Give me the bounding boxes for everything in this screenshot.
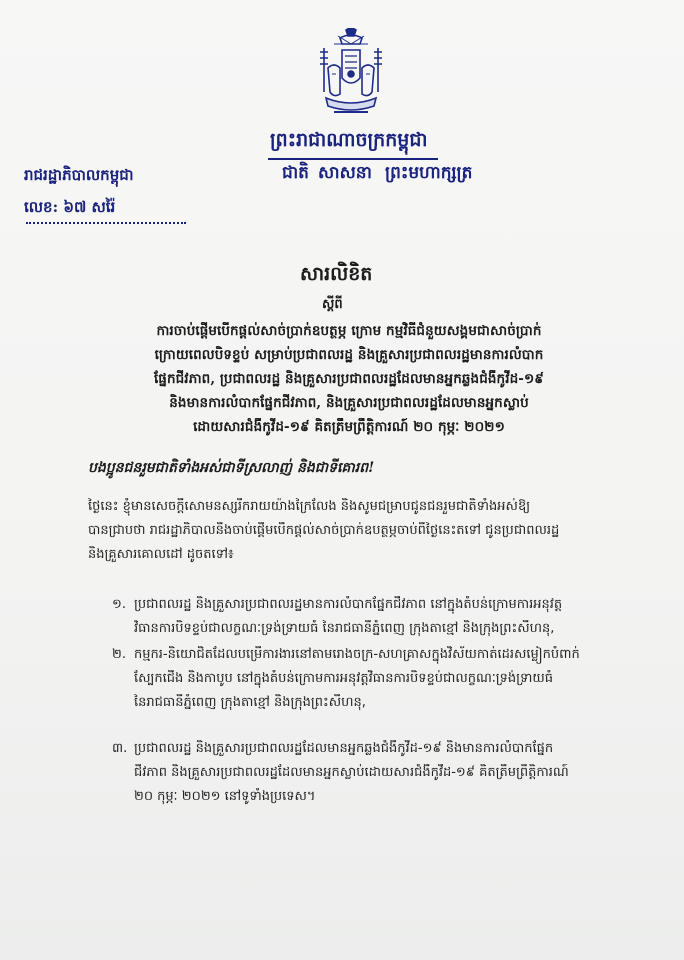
motto-nation: ជាតិ: [282, 163, 309, 183]
list-item-line: ២០ កុម្ភៈ ២០២១ នៅទូទាំងប្រទេស។: [134, 789, 316, 804]
royal-arms-emblem-icon: [318, 28, 384, 120]
reference-number: លេខ: ៦៧ សរ៉ៃ: [24, 198, 116, 216]
kingdom-title: ព្រះរាជាណាចក្រកម្ពុជា: [270, 129, 428, 151]
list-item-line: ស្បែកជើង និងកាបូប នៅក្នុងតំបន់ក្រោមការអនុវត្តវិធានការបិទខ្ទប់ជាលក្ខណៈទ្រង់ទ្រាយធំ: [134, 671, 554, 686]
motto-king: ព្រះមហាក្សត្រ: [385, 163, 473, 183]
list-item-number: ៣.: [112, 741, 128, 756]
subject-line: ការចាប់ផ្តើមបើកផ្តល់សាច់ប្រាក់ឧបត្ថម្ភ ក្រោម កម្មវិធីជំនួយសង្គមជាសាច់ប្រាក់: [156, 323, 542, 339]
government-name: រាជរដ្ឋាភិបាលកម្ពុជា: [24, 166, 134, 184]
subject-on-label: ស្តីពី: [322, 297, 343, 312]
list-item-line: ប្រជាពលរដ្ឋ និងគ្រួសារប្រជាពលរដ្ឋដែលមានអ្នកឆ្លងជំងឺកូវីដ-១៩ និងមានការលំបាកផ្នែក: [134, 741, 554, 756]
list-item-number: ២.: [112, 647, 126, 662]
list-item-number: ១.: [112, 597, 126, 612]
list-item-line: នៃរាជធានីភ្នំពេញ ក្រុងតាខ្មៅ និងក្រុងព្រះសីហនុ,: [134, 695, 366, 710]
motto-religion: សាសនា: [318, 163, 372, 183]
reference-underline: [26, 222, 186, 224]
intro-line: បានជ្រាបថា រាជរដ្ឋាភិបាលនឹងចាប់ផ្តើមបើកផ្តល់សាច់ប្រាក់ឧបត្ថម្ភចាប់ពីថ្ងៃនេះតទៅ ជូនប្រជាពលរដ្ឋ: [88, 523, 560, 538]
intro-line: និងគ្រួសារគោលដៅ ដូចតទៅ៖: [88, 547, 234, 562]
subject-line: និងមានការលំបាកផ្នែកជីវភាព, និងគ្រួសារប្រជាពលរដ្ឋដែលមានអ្នកស្លាប់: [169, 395, 529, 411]
list-item-line: ជីវភាព និងគ្រួសារប្រជាពលរដ្ឋដែលមានអ្នកស្លាប់ដោយសារជំងឺកូវីដ-១៩ គិតត្រឹមព្រឹត្តិការណ៍: [134, 765, 569, 780]
subject-line: ដោយសារជំងឺកូវីដ-១៩ គិតត្រឹមព្រឹត្តិការណ៍ ២០ កុម្ភៈ ២០២១: [193, 419, 505, 435]
subject-line: ក្រោយពេលបិទខ្ទប់ សម្រាប់ប្រជាពលរដ្ឋ និងគ្រួសារប្រជាពលរដ្ឋមានការលំបាក: [154, 347, 544, 363]
list-item-line: វិធានការបិទខ្ទប់ជាលក្ខណៈទ្រង់ទ្រាយធំ នៃរាជធានីភ្នំពេញ ក្រុងតាខ្មៅ និងក្រុងព្រះសីហនុ,: [134, 621, 555, 636]
list-item-line: ប្រជាពលរដ្ឋ និងគ្រួសារប្រជាពលរដ្ឋមានការលំបាកផ្នែកជីវភាព នៅក្នុងតំបន់ក្រោមការអនុវត្ត: [134, 597, 563, 612]
salutation: បងប្អូនជនរួមជាតិទាំងអស់ជាទីស្រលាញ់ និងជាទីគោរព!: [88, 460, 375, 476]
list-item-line: កម្មករ-និយោជិតដែលបម្រើការងារនៅតាមរោងចក្រ-សហគ្រាសក្នុងវិស័យកាត់ដេរសម្លៀកបំពាក់: [134, 647, 580, 662]
intro-line: ថ្ងៃនេះ ខ្ញុំមានសេចក្តីសោមនស្សរីករាយយ៉ាងក្រៃលែង និងសូមជម្រាបជូនជនរួមជាតិទាំងអស់ឱ្យ: [88, 499, 531, 514]
subject-line: ផ្នែកជីវភាព, ប្រជាពលរដ្ឋ និងគ្រួសារប្រជាពលរដ្ឋដែលមានអ្នកឆ្លងជំងឺកូវីដ-១៩: [154, 371, 544, 387]
document-type: សារលិខិត: [300, 263, 373, 285]
kingdom-underline: [268, 158, 438, 160]
